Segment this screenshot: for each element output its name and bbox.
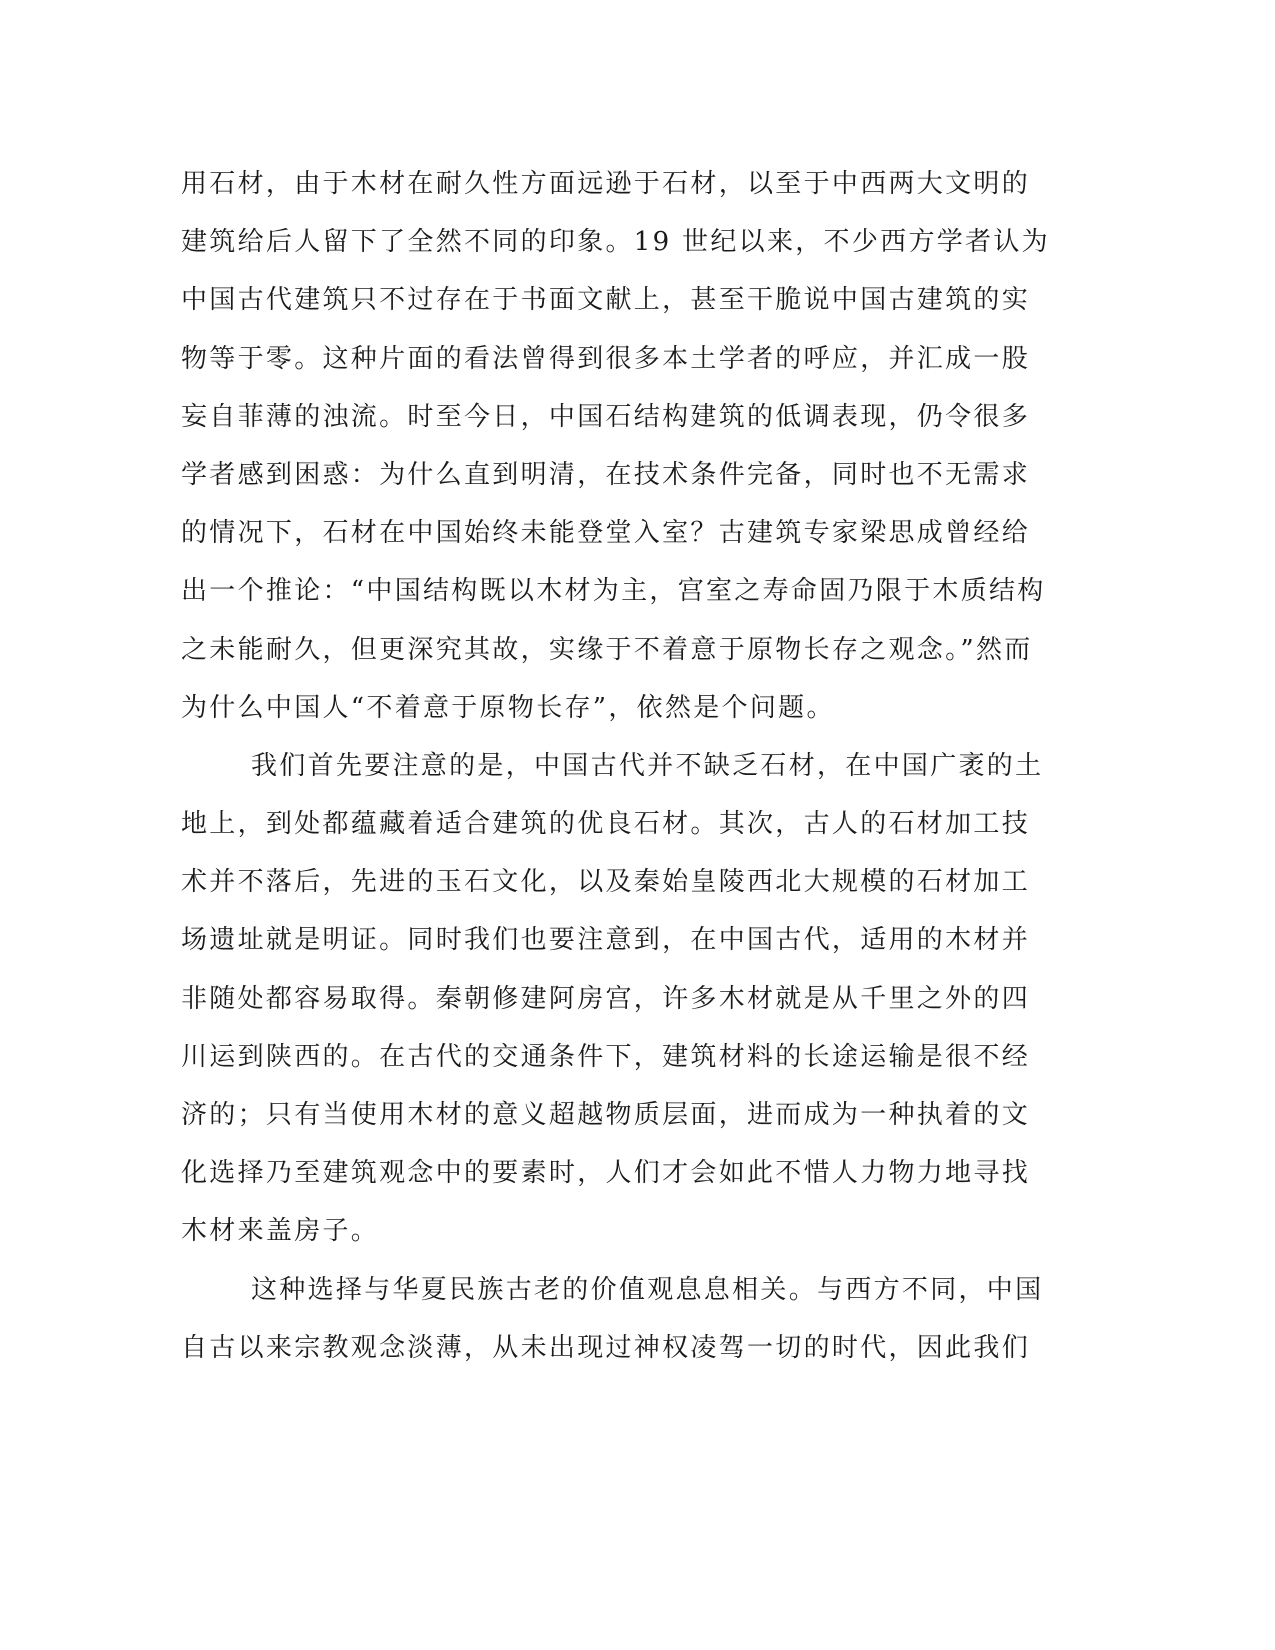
text-line: 出一个推论：“中国结构既以木材为主，宫室之寿命固乃限于木质结构: [181, 576, 1046, 607]
text-line: 学者感到困惑：为什么直到明清，在技术条件完备，同时也不无需求: [181, 459, 1031, 490]
text-line: 术并不落后，先进的玉石文化，以及秦始皇陵西北大规模的石材加工: [181, 867, 1031, 898]
text-line: 地上，到处都蕴藏着适合建筑的优良石材。其次，古人的石材加工技: [181, 809, 1031, 840]
text-line: 木材来盖房子。: [181, 1216, 380, 1247]
text-line: 非随处都容易取得。秦朝修建阿房宫，许多木材就是从千里之外的四: [181, 983, 1031, 1014]
text-line: 中国古代建筑只不过存在于书面文献上，甚至干脆说中国古建筑的实: [181, 285, 1031, 316]
text-line: 济的；只有当使用木材的意义超越物质层面，进而成为一种执着的文: [181, 1100, 1031, 1130]
text-line: 自古以来宗教观念淡薄，从未出现过神权凌驾一切的时代，因此我们: [181, 1332, 1031, 1363]
text-line: 场遗址就是明证。同时我们也要注意到，在中国古代，适用的木材并: [181, 925, 1031, 956]
text-line: 妄自菲薄的浊流。时至今日，中国石结构建筑的低调表现，仍令很多: [181, 401, 1031, 432]
text-line: 的情况下，石材在中国始终未能登堂入室？古建筑专家梁思成曾经给: [181, 518, 1031, 549]
text-line: 川运到陕西的。在古代的交通条件下，建筑材料的长途运输是很不经: [181, 1041, 1031, 1072]
text-line: 建筑给后人留下了全然不同的印象。19 世纪以来，不少西方学者认为: [181, 227, 1050, 258]
body-text: [181, 155, 1050, 1377]
paragraph-first-line: 这种选择与华夏民族古老的价值观息息相关。与西方不同，中国: [251, 1274, 1044, 1305]
text-line: 用石材，由于木材在耐久性方面远逊于石材，以至于中西两大文明的: [181, 169, 1031, 199]
paragraph-first-line: 我们首先要注意的是，中国古代并不缺乏石材，在中国广袤的土: [251, 750, 1044, 781]
text-line: 物等于零。这种片面的看法曾得到很多本土学者的呼应，并汇成一股: [181, 343, 1031, 374]
text-line: 之未能耐久，但更深究其故，实缘于不着意于原物长存之观念。”然而: [181, 634, 1033, 665]
text-line: 化选择乃至建筑观念中的要素时，人们才会如此不惜人力物力地寻找: [181, 1158, 1031, 1189]
text-line: 为什么中国人“不着意于原物长存”，依然是个问题。: [181, 692, 835, 723]
